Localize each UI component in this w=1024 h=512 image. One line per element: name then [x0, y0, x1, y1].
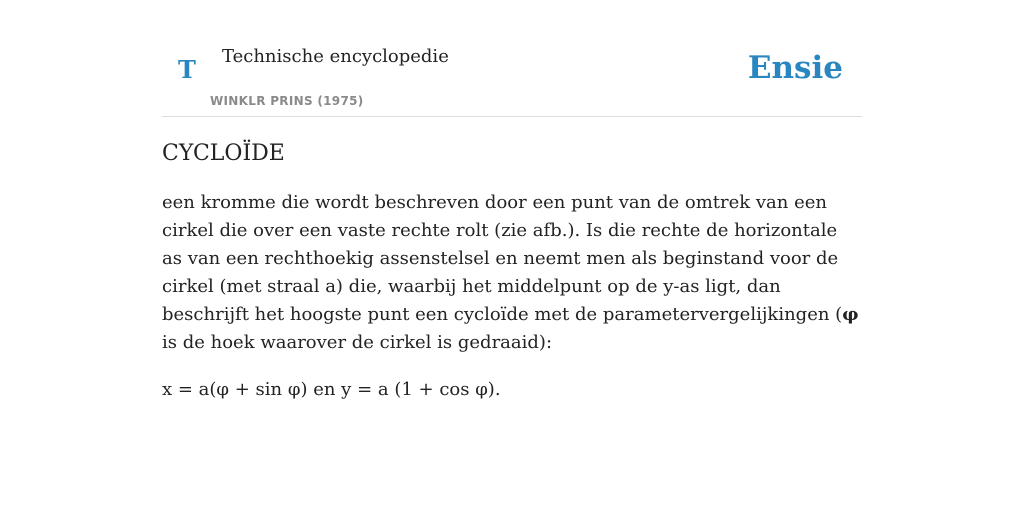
book-logo[interactable]: T	[178, 55, 196, 84]
book-title-link[interactable]: Technische encyclopedie	[222, 46, 449, 67]
book-source: WINKLR PRINS (1975)	[210, 94, 364, 108]
brand-logo[interactable]: Ensie	[747, 50, 843, 86]
paragraph-text-part: is de hoek waarover de cirkel is gedraaid):	[162, 332, 553, 353]
formula: x = a(φ + sin φ) en y = a (1 + cos φ).	[162, 379, 501, 400]
article-title: CYCLOÏDE	[162, 141, 285, 166]
paragraph-text-part: een kromme die wordt beschreven door een punt van de omtrek van een cirkel die over een vaste rechte rolt (zie afb.). Is die rechte de horizontale as van een rechthoekig assenstelsel en neemt men als beginstand voor de cirkel (met straal a) die, waarbij het middelpunt op de y-as ligt, dan beschrijft het hoogste punt een cycloïde met de parametervergelijkingen (	[162, 192, 843, 325]
header	[162, 0, 862, 117]
article	[162, 139, 862, 404]
article-paragraph	[162, 189, 862, 357]
phi-symbol: φ	[842, 304, 859, 325]
